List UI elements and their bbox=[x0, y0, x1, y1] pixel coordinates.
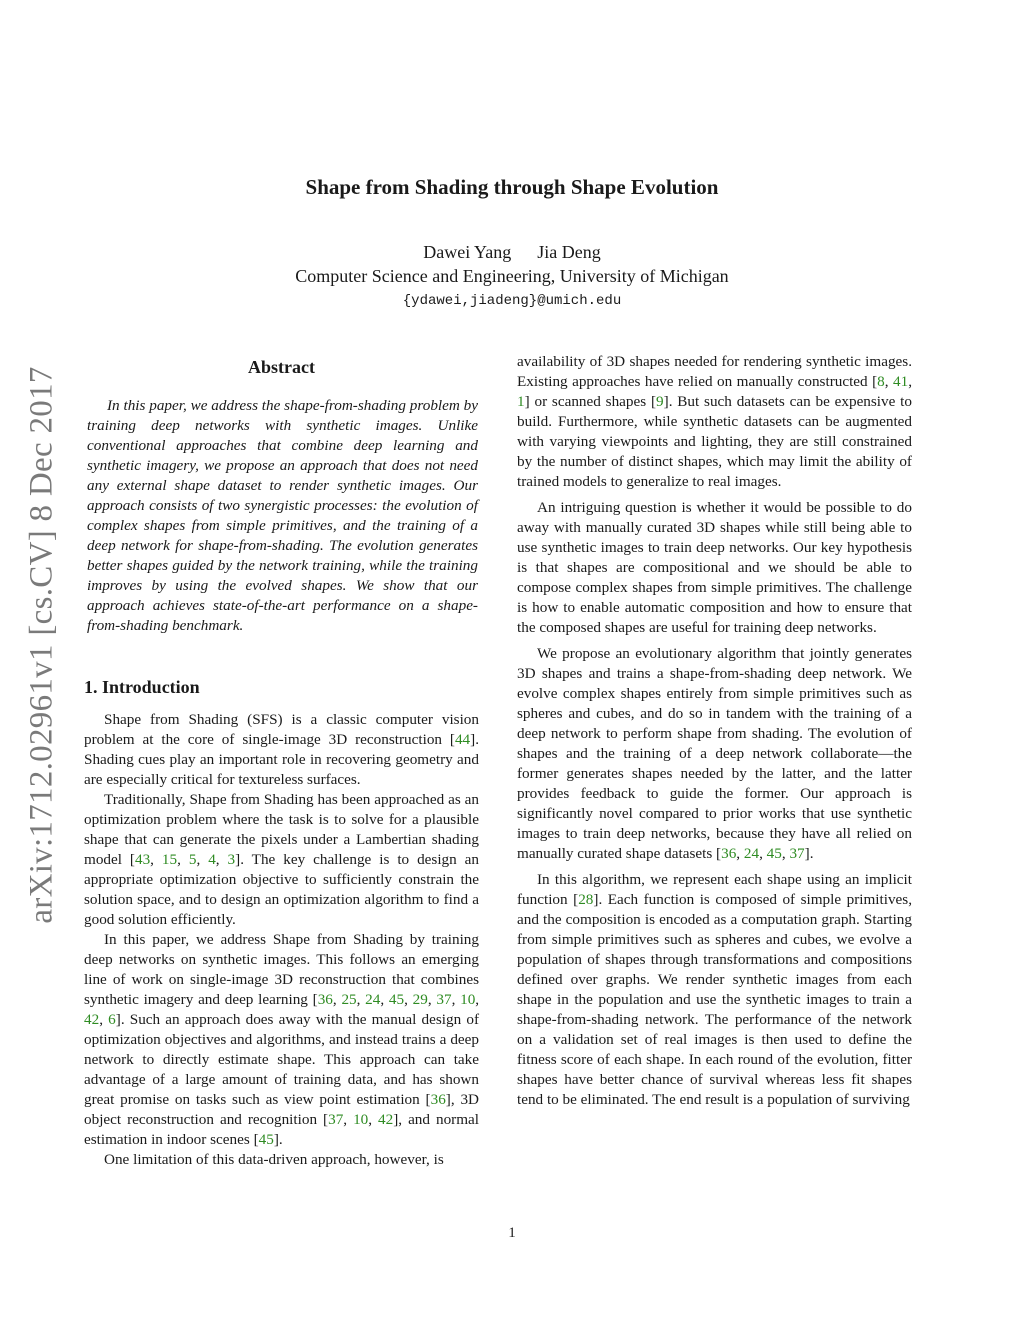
page-number: 1 bbox=[508, 1225, 516, 1241]
abstract-text: In this paper, we address the shape-from-shading problem by training deep networks with synthetic images. Unlike conventional approaches that combine deep learning and synthetic imagery, we propose an approach that does not need any external shape dataset to render synthetic images. Our approach consists of two synergistic processes: the evolution of complex shapes from simple primitives, and the training of a deep network for shape-from-shading. The evolution generates better shapes guided by the network training, while the training improves by using the evolved shapes. We show that our approach achieves state-of-the-art performance on a shape-from-shading benchmark. bbox=[87, 397, 478, 634]
affiliation: Computer Science and Engineering, University of Michigan bbox=[295, 266, 729, 286]
citation-link[interactable]: 37 bbox=[436, 991, 452, 1008]
citation-link[interactable]: 29 bbox=[412, 991, 428, 1008]
citation-link[interactable]: 45 bbox=[258, 1131, 274, 1148]
citation-link[interactable]: 43 bbox=[134, 851, 151, 868]
citation-link[interactable]: 45 bbox=[388, 991, 405, 1008]
citation-link[interactable]: 25 bbox=[341, 991, 357, 1008]
author-email: {ydawei,jiadeng}@umich.edu bbox=[402, 293, 622, 309]
citation-link[interactable]: 1 bbox=[517, 393, 525, 410]
left-column bbox=[84, 352, 479, 1170]
citation-link[interactable]: 28 bbox=[578, 891, 594, 908]
citation-link[interactable]: 5 bbox=[188, 851, 197, 868]
citation-link[interactable]: 45 bbox=[766, 845, 782, 862]
citation-link[interactable]: 10 bbox=[353, 1111, 369, 1128]
citation-link[interactable]: 24 bbox=[365, 991, 381, 1008]
citation-link[interactable]: 42 bbox=[84, 1011, 100, 1028]
section-heading-introduction: 1. Introduction bbox=[84, 677, 200, 697]
citation-link[interactable]: 42 bbox=[378, 1111, 394, 1128]
citation-link[interactable]: 37 bbox=[789, 845, 805, 862]
intro-paragraph-2: Traditionally, Shape from Shading has been approached as an optimization problem where the task is to solve for a plausible shape that can generate the pixels under a Lambertian shading model [43, 15, 5, 4, 3]. The key challenge is to design an appropriate optimization objective to sufficiently constrain the solution space, and to design an optimization algorithm to find a good solution efficiently. bbox=[84, 791, 480, 928]
citation-link[interactable]: 9 bbox=[656, 393, 664, 410]
body-paragraph: In this algorithm, we represent each shape using an implicit function [28]. Each function is composed of simple primitives, and the composition is encoded as a computation graph. Starting from simple primitives such as spheres and cubes, we evolve a population of shapes through transformations and compositions defined over graphs. We render synthetic images from each shape in the population and use the synthetic images to train a shape-from-shading network. The performance of the network on a validation set of real images is then used to define the fitness score of each shape. In each round of the evolution, fitter shapes have better chance of survival whereas less fit shapes tend to be eliminated. The end result is a population of surviving bbox=[517, 871, 912, 1108]
author-list bbox=[0, 240, 1024, 264]
author-name: Dawei Yang bbox=[423, 242, 512, 262]
citation-link[interactable]: 15 bbox=[161, 851, 178, 868]
author-name: Jia Deng bbox=[537, 242, 601, 262]
abstract-heading: Abstract bbox=[248, 357, 315, 377]
body-paragraph: availability of 3D shapes needed for rendering synthetic images. Existing approaches have relied on manually constructed [8, 41, 1] or scanned shapes [9]. But such datasets can be expensive to build. Furthermore, while synthetic datasets can be augmented with varying viewpoints and lighting, they are still constrained by the number of distinct shapes, which may limit the ability of trained models to generalize to real images. bbox=[517, 353, 913, 490]
citation-link[interactable]: 4 bbox=[208, 851, 216, 868]
citation-link[interactable]: 6 bbox=[108, 1011, 116, 1028]
citation-link[interactable]: 10 bbox=[460, 991, 476, 1008]
citation-link[interactable]: 37 bbox=[328, 1111, 344, 1128]
body-paragraph: We propose an evolutionary algorithm that jointly generates 3D shapes and trains a shape-from-shading deep network. We evolve complex shapes entirely from simple primitives such as spheres and cubes, and do so in tandem with the training of a deep network to perform shape from shading. The evolution of shapes and the training of a deep network collaborate—the former generates shapes needed by the latter, and the latter provides feedback to guide the former. Our approach is significantly novel compared to prior works that use synthetic images to train deep networks, because they have all relied on manually curated shape datasets [36, 24, 45, 37]. bbox=[517, 645, 912, 862]
citation-link[interactable]: 3 bbox=[227, 851, 236, 868]
intro-paragraph-3: In this paper, we address Shape from Shading by training deep networks on synthetic images. This follows an emerging line of work on single-image 3D reconstruction that combines synthetic imagery and deep learning [36, 25, 24, 45, 29, 37, 10, 42, 6]. Such an approach does away with the manual design of optimization objectives and algorithms, and instead trains a deep network to directly estimate shape. This approach can take advantage of a large amount of training data, and has shown great promise on tasks such as view point estimation [36], 3D object reconstruction and recognition [37, 10, 42], and normal estimation in indoor scenes [45]. bbox=[84, 931, 480, 1148]
citation-link[interactable]: 36 bbox=[721, 845, 737, 862]
intro-paragraph-4: One limitation of this data-driven approach, however, is bbox=[104, 1151, 444, 1168]
citation-link[interactable]: 41 bbox=[893, 373, 909, 390]
citation-link[interactable]: 36 bbox=[430, 1091, 446, 1108]
intro-paragraph-1: Shape from Shading (SFS) is a classic computer vision problem at the core of single-image 3D reconstruction [44]. Shading cues play an important role in recovering geometry and are especially critical for textureless surfaces. bbox=[84, 711, 479, 788]
citation-link[interactable]: 8 bbox=[877, 373, 885, 390]
right-column bbox=[517, 352, 912, 1116]
citation-link[interactable]: 24 bbox=[743, 845, 760, 862]
citation-link[interactable]: 36 bbox=[317, 991, 333, 1008]
paper-title: Shape from Shading through Shape Evolution bbox=[305, 175, 719, 199]
body-paragraph: An intriguing question is whether it would be possible to do away with manually curated 3D shapes while still being able to use synthetic images to train deep networks. Our key hypothesis is that shapes are compositional and we should be able to compose complex shapes from simple primitives. The challenge is how to enable automatic composition and how to ensure that the composed shapes are useful for training deep networks. bbox=[517, 499, 912, 636]
citation-link[interactable]: 44 bbox=[454, 731, 471, 748]
arxiv-stamp-text: arXiv:1712.02961v1 [cs.CV] 8 Dec 2017 bbox=[23, 366, 60, 924]
